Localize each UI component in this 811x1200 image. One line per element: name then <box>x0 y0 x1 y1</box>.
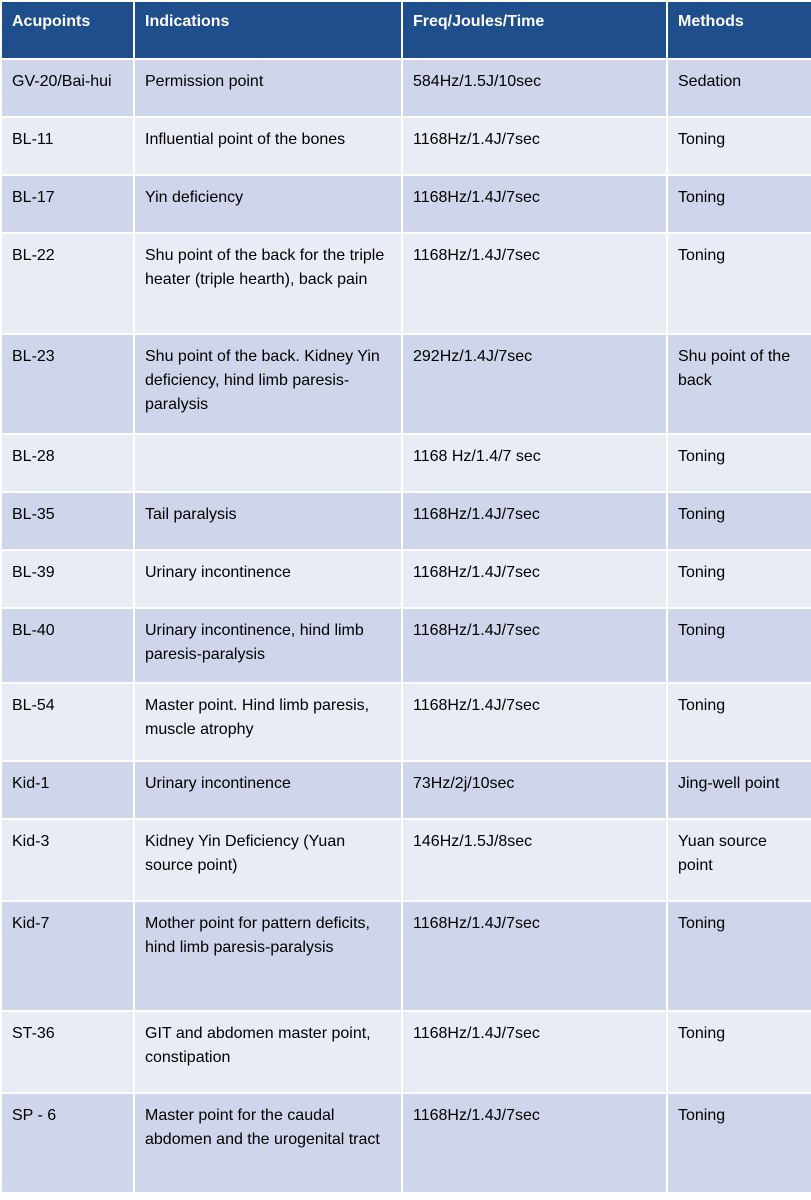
method-cell: Sedation <box>667 59 811 117</box>
acupoint-cell: BL-35 <box>1 492 134 550</box>
header-row <box>1 1 811 59</box>
acupoint-cell: Kid-3 <box>1 819 134 901</box>
freq-cell: 292Hz/1.4J/7sec <box>402 334 667 434</box>
header-freq-joules-time: Freq/Joules/Time <box>402 1 667 59</box>
table-row <box>1 175 811 233</box>
method-cell: Jing-well point <box>667 761 811 819</box>
method-cell: Shu point of the back <box>667 334 811 434</box>
method-cell: Toning <box>667 608 811 683</box>
indication-cell: Shu point of the back. Kidney Yin deficiency, hind limb paresis-paralysis <box>134 334 402 434</box>
freq-cell: 1168Hz/1.4J/7sec <box>402 117 667 175</box>
freq-cell: 1168Hz/1.4J/7sec <box>402 175 667 233</box>
freq-cell: 146Hz/1.5J/8sec <box>402 819 667 901</box>
table-row <box>1 59 811 117</box>
freq-cell: 1168Hz/1.4J/7sec <box>402 1011 667 1093</box>
acupoint-cell: BL-22 <box>1 233 134 334</box>
table-row <box>1 1093 811 1193</box>
freq-cell: 1168Hz/1.4J/7sec <box>402 1093 667 1193</box>
table-row <box>1 901 811 1011</box>
method-cell: Toning <box>667 683 811 761</box>
table-header <box>1 1 811 59</box>
acupoint-cell: Kid-7 <box>1 901 134 1011</box>
table-row <box>1 334 811 434</box>
freq-cell: 1168Hz/1.4J/7sec <box>402 233 667 334</box>
indication-cell: Influential point of the bones <box>134 117 402 175</box>
acupoint-cell: BL-23 <box>1 334 134 434</box>
indication-cell: Permission point <box>134 59 402 117</box>
method-cell: Toning <box>667 550 811 608</box>
table-row <box>1 434 811 492</box>
indication-cell: GIT and abdomen master point, constipation <box>134 1011 402 1093</box>
header-acupoints: Acupoints <box>1 1 134 59</box>
freq-cell: 1168Hz/1.4J/7sec <box>402 683 667 761</box>
indication-cell: Shu point of the back for the triple heater (triple hearth), back pain <box>134 233 402 334</box>
indication-cell: Mother point for pattern deficits, hind limb paresis-paralysis <box>134 901 402 1011</box>
indication-cell <box>134 434 402 492</box>
header-indications: Indications <box>134 1 402 59</box>
indication-cell: Kidney Yin Deficiency (Yuan source point) <box>134 819 402 901</box>
method-cell: Yuan source point <box>667 819 811 901</box>
table-row <box>1 683 811 761</box>
table-row <box>1 608 811 683</box>
method-cell: Toning <box>667 233 811 334</box>
table-row <box>1 1011 811 1093</box>
indication-cell: Master point for the caudal abdomen and the urogenital tract <box>134 1093 402 1193</box>
method-cell: Toning <box>667 492 811 550</box>
method-cell: Toning <box>667 117 811 175</box>
method-cell: Toning <box>667 901 811 1011</box>
acupoint-cell: BL-39 <box>1 550 134 608</box>
freq-cell: 1168Hz/1.4J/7sec <box>402 608 667 683</box>
freq-cell: 1168Hz/1.4J/7sec <box>402 901 667 1011</box>
freq-cell: 584Hz/1.5J/10sec <box>402 59 667 117</box>
table-row <box>1 492 811 550</box>
acupoint-cell: SP - 6 <box>1 1093 134 1193</box>
acupoint-cell: Kid-1 <box>1 761 134 819</box>
table-row <box>1 819 811 901</box>
table-row <box>1 761 811 819</box>
acupoint-cell: BL-40 <box>1 608 134 683</box>
acupoint-cell: BL-28 <box>1 434 134 492</box>
acupoint-cell: ST-36 <box>1 1011 134 1093</box>
freq-cell: 1168Hz/1.4J/7sec <box>402 550 667 608</box>
indication-cell: Yin deficiency <box>134 175 402 233</box>
acupoint-cell: GV-20/Bai-hui <box>1 59 134 117</box>
indication-cell: Urinary incontinence <box>134 761 402 819</box>
indication-cell: Urinary incontinence <box>134 550 402 608</box>
table-body <box>1 59 811 1193</box>
method-cell: Toning <box>667 1093 811 1193</box>
freq-cell: 1168 Hz/1.4/7 sec <box>402 434 667 492</box>
table-row <box>1 550 811 608</box>
method-cell: Toning <box>667 1011 811 1093</box>
header-methods: Methods <box>667 1 811 59</box>
method-cell: Toning <box>667 175 811 233</box>
freq-cell: 73Hz/2j/10sec <box>402 761 667 819</box>
indication-cell: Tail paralysis <box>134 492 402 550</box>
table-row <box>1 117 811 175</box>
acupoint-cell: BL-17 <box>1 175 134 233</box>
table-row <box>1 233 811 334</box>
acupoint-cell: BL-11 <box>1 117 134 175</box>
method-cell: Toning <box>667 434 811 492</box>
indication-cell: Urinary incontinence, hind limb paresis-paralysis <box>134 608 402 683</box>
acupoint-cell: BL-54 <box>1 683 134 761</box>
freq-cell: 1168Hz/1.4J/7sec <box>402 492 667 550</box>
indication-cell: Master point. Hind limb paresis, muscle atrophy <box>134 683 402 761</box>
